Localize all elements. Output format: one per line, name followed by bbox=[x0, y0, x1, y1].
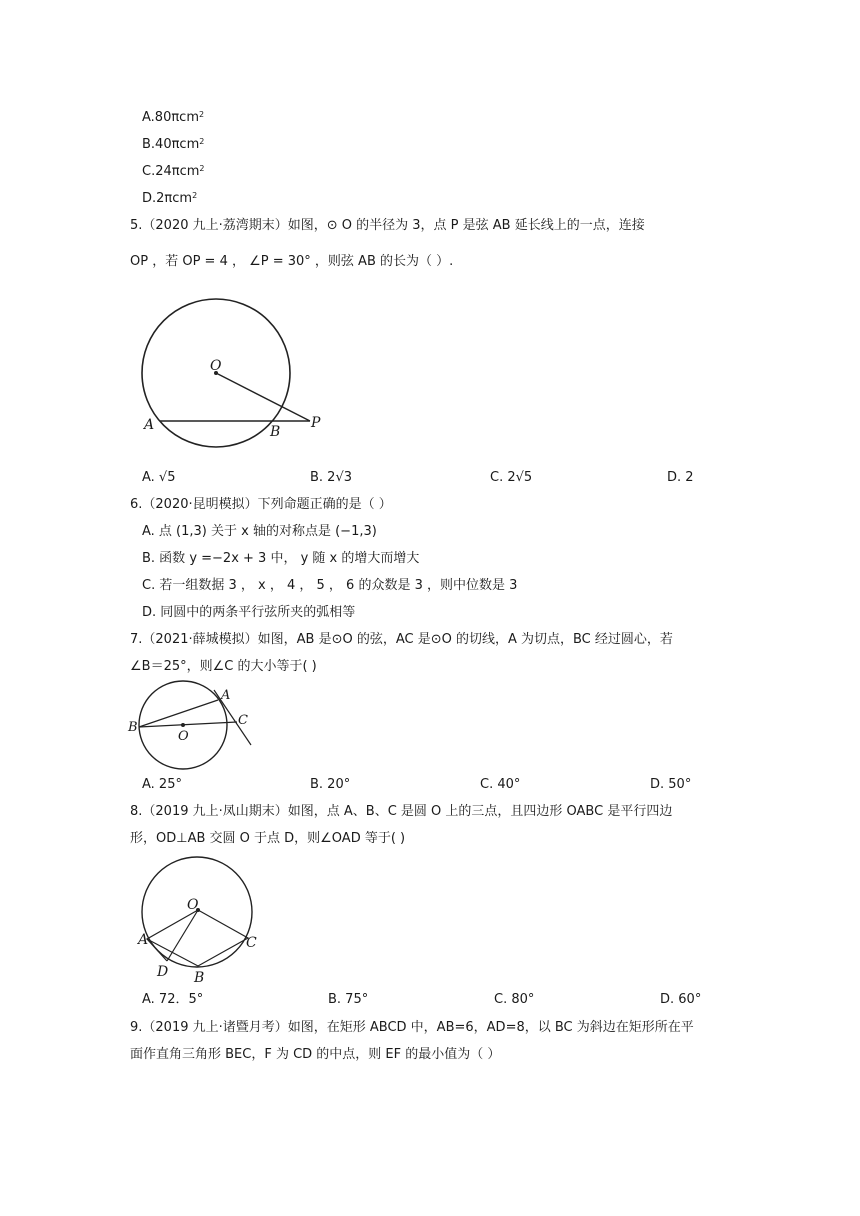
q5-option-d: D. 2 bbox=[667, 470, 694, 485]
q7-center-dot bbox=[181, 723, 185, 727]
q8-label-a: A bbox=[138, 932, 149, 948]
q6-option-d: D. 同圆中的两条平行弦所夹的弧相等 bbox=[142, 605, 356, 620]
q6-option-a: A. 点 (1,3) 关于 x 轴的对称点是 (−1,3) bbox=[142, 524, 377, 539]
q4-option-b: B.40πcm$^2$ bbox=[142, 137, 205, 152]
q7-label-b: B bbox=[128, 720, 138, 735]
q7-label-c: C bbox=[238, 713, 248, 728]
q8-parallelogram-oabc bbox=[147, 910, 248, 966]
q8-figure bbox=[130, 855, 270, 985]
q7-stem-line2: ∠B＝25°，则∠C 的大小等于( ) bbox=[130, 659, 317, 674]
q6-option-c: C. 若一组数据 3 ， x ， 4 ， 5 ， 6 的众数是 3 ，则中位数是 3 bbox=[142, 578, 518, 593]
q8-option-a: A. 72．5° bbox=[142, 992, 204, 1007]
q9-stem-line2: 面作直角三角形 BEC，F 为 CD 的中点，则 EF 的最小值为（ ） bbox=[130, 1047, 501, 1062]
q8-option-d: D. 60° bbox=[660, 992, 702, 1007]
q5-option-a: A. √5 bbox=[142, 470, 176, 485]
q5-figure bbox=[130, 295, 340, 440]
q8-label-c: C bbox=[246, 935, 257, 951]
q7-option-d: D. 50° bbox=[650, 777, 692, 792]
q5-stem-line1: 5.（2020 九上·荔湾期末）如图，⊙ O 的半径为 3，点 P 是弦 AB 延长线上的一点，连接 bbox=[130, 218, 645, 233]
q4-option-a: A.80πcm$^2$ bbox=[142, 110, 205, 125]
q4-option-d: D.2πcm$^2$ bbox=[142, 191, 198, 206]
q6-option-b: B. 函数 y =−2x + 3 中， y 随 x 的增大而增大 bbox=[142, 551, 420, 566]
q8-segment-od bbox=[167, 910, 198, 961]
q5-option-c: C. 2√5 bbox=[490, 470, 533, 485]
q5-label-b: B bbox=[270, 424, 281, 440]
q5-segment-op bbox=[216, 373, 310, 421]
q7-option-c: C. 40° bbox=[480, 777, 521, 792]
q8-option-c: C. 80° bbox=[494, 992, 535, 1007]
q7-label-a: A bbox=[221, 688, 231, 703]
q7-figure bbox=[128, 680, 258, 770]
q6-stem: 6.（2020·昆明模拟）下列命题正确的是（ ） bbox=[130, 497, 392, 512]
q5-option-b: B. 2√3 bbox=[310, 470, 353, 485]
q7-label-o: O bbox=[178, 729, 189, 744]
q8-segment-ad bbox=[147, 939, 167, 961]
q8-option-b: B. 75° bbox=[328, 992, 369, 1007]
q8-label-b: B bbox=[194, 970, 205, 986]
q5-stem-line2: OP ，若 OP = 4 ， ∠P = 30° ，则弦 AB 的长为（ ）. bbox=[130, 254, 454, 269]
q8-stem-line2: 形，OD⊥AB 交圆 O 于点 D，则∠OAD 等于( ) bbox=[130, 831, 406, 846]
q8-stem-line1: 8.（2019 九上·凤山期末）如图，点 A、B、C 是圆 O 上的三点，且四边形 OABC 是平行四边 bbox=[130, 804, 673, 819]
q8-label-o: O bbox=[187, 897, 199, 913]
q5-label-p: P bbox=[311, 415, 321, 431]
q5-label-o: O bbox=[210, 358, 222, 374]
q7-option-b: B. 20° bbox=[310, 777, 351, 792]
q5-label-a: A bbox=[144, 417, 155, 433]
q9-stem-line1: 9.（2019 九上·诸暨月考）如图，在矩形 ABCD 中，AB=6，AD=8，以 BC 为斜边在矩形所在平 bbox=[130, 1020, 694, 1035]
q8-label-d: D bbox=[157, 964, 169, 980]
q7-line-bc bbox=[139, 722, 237, 727]
q7-option-a: A. 25° bbox=[142, 777, 182, 792]
q4-option-c: C.24πcm$^2$ bbox=[142, 164, 205, 179]
q7-chord-ab bbox=[139, 700, 218, 727]
q7-stem-line1: 7.（2021·薛城模拟）如图，AB 是⊙O 的弦，AC 是⊙O 的切线，A 为切点，BC 经过圆心，若 bbox=[130, 632, 673, 647]
